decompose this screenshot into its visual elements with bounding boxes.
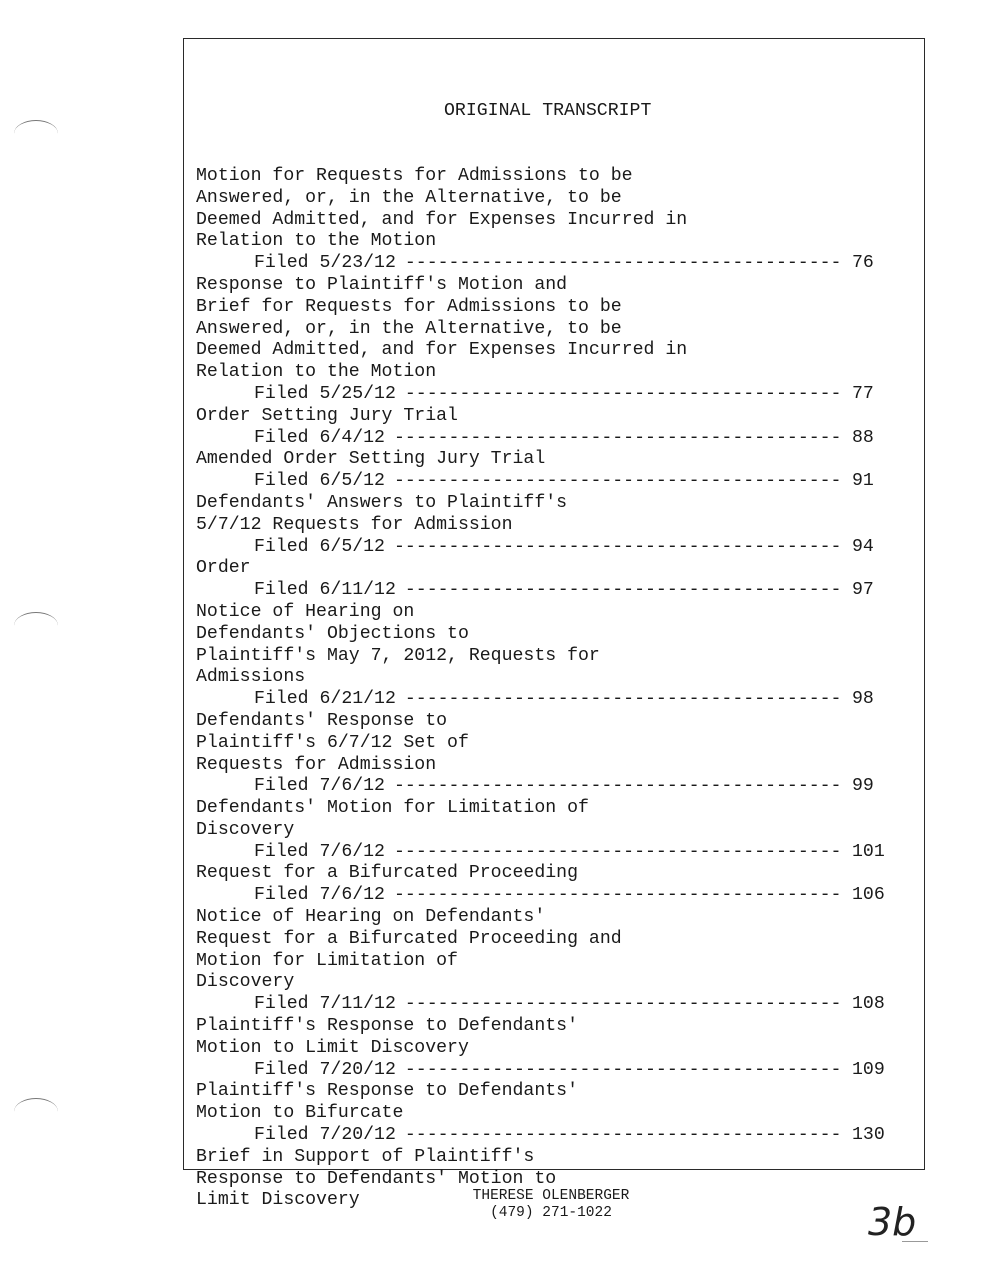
entry-title-line: Discovery [196,819,295,840]
entry-title-line: Motion for Requests for Admissions to be [196,165,633,186]
index-entry [196,558,886,602]
index-entry [196,907,886,1016]
page-number: 88 [852,427,874,448]
filed-date: Filed 7/20/12 [254,1125,396,1146]
entry-title-line: Plaintiff's 6/7/12 Set of [196,732,469,753]
punch-hole-bottom [14,1098,58,1125]
reporter-footer [0,1188,990,1222]
dot-leader [394,537,843,559]
entry-title-line: Plaintiff's Response to Defendants' [196,1016,578,1037]
entry-title-line: Answered, or, in the Alternative, to be [196,318,622,339]
filed-date: Filed 7/6/12 [254,841,385,862]
entry-title-line: Motion to Bifurcate [196,1103,404,1124]
filed-line [196,428,886,450]
entry-title-line: Order [196,558,251,579]
dot-leader [394,428,843,450]
page-number: 130 [852,1125,885,1146]
page-number: 106 [852,885,885,906]
entry-title-line: Request for a Bifurcated Proceeding [196,863,578,884]
entry-title-line: Relation to the Motion [196,231,437,252]
entry-title-line: Response to Defendants' Motion to [196,1168,557,1189]
filed-line [196,885,886,907]
index-entry [196,166,886,275]
entry-title-line: Brief for Requests for Admissions to be [196,296,622,317]
dot-leader [405,384,843,406]
filed-line [196,253,886,275]
dot-leader [405,1125,843,1147]
entry-title-line: Defendants' Objections to [196,623,469,644]
page-number: 99 [852,776,874,797]
index-entry [196,863,886,907]
entry-title-line: Answered, or, in the Alternative, to be [196,187,622,208]
dot-leader [405,994,843,1016]
entry-title-line: Limit Discovery [196,1190,360,1211]
index-entry [196,711,886,798]
page-number: 76 [852,253,874,274]
dot-leader [405,1060,843,1082]
index-entry [196,275,886,406]
filed-date: Filed 5/25/12 [254,383,396,404]
reporter-phone: (479) 271-1022 [490,1205,612,1221]
page-number: 77 [852,383,874,404]
dot-leader [405,580,843,602]
filed-date: Filed 7/6/12 [254,776,385,797]
index-entry [196,602,886,711]
entry-title-line: Notice of Hearing on [196,601,415,622]
entry-title-line: Discovery [196,972,295,993]
filed-line [196,689,886,711]
filed-line [196,842,886,864]
dot-leader [405,253,843,275]
entry-title-line: Response to Plaintiff's Motion and [196,274,568,295]
entry-title-line: Notice of Hearing on Defendants' [196,907,546,928]
entry-title-line: Order Setting Jury Trial [196,405,458,426]
page-number: 101 [852,841,885,862]
filed-line [196,384,886,406]
filed-line [196,580,886,602]
dot-leader [394,842,843,864]
page-number: 108 [852,994,885,1015]
document-title: ORIGINAL TRANSCRIPT [444,100,652,121]
dot-leader [394,471,843,493]
entry-title-line: Defendants' Answers to Plaintiff's [196,492,568,513]
index-entry [196,406,886,450]
page-number: 94 [852,536,874,557]
index-entry [196,493,886,558]
punch-hole-middle [14,612,58,639]
entry-title-line: Defendants' Motion for Limitation of [196,798,589,819]
page-number: 98 [852,689,874,710]
punch-hole-top [14,120,58,147]
entry-title-line: Plaintiff's May 7, 2012, Requests for [196,645,600,666]
entry-title-line: Plaintiff's Response to Defendants' [196,1081,578,1102]
index-entry [196,798,886,863]
entry-title-line: 5/7/12 Requests for Admission [196,514,513,535]
dot-leader [394,885,843,907]
entry-title-line: Relation to the Motion [196,362,437,383]
filed-date: Filed 5/23/12 [254,253,396,274]
filed-line [196,994,886,1016]
index-entry [196,449,886,493]
dot-leader [405,689,843,711]
entry-title-line: Admissions [196,667,306,688]
page-number: 109 [852,1059,885,1080]
filed-line [196,1125,886,1147]
dot-leader [394,776,843,798]
handwritten-page-mark: 3b [868,1200,917,1244]
entry-title-line: Deemed Admitted, and for Expenses Incurred in [196,340,688,361]
entry-title-line: Defendants' Response to [196,710,448,731]
filed-date: Filed 7/20/12 [254,1059,396,1080]
entry-title-line: Motion for Limitation of [196,950,458,971]
filed-date: Filed 6/11/12 [254,580,396,601]
page-number: 97 [852,580,874,601]
entry-title-line: Request for a Bifurcated Proceeding and [196,928,622,949]
filed-line [196,537,886,559]
index-entry [196,1016,886,1081]
filed-date: Filed 6/21/12 [254,689,396,710]
filed-line [196,471,886,493]
entry-title-line: Requests for Admission [196,754,437,775]
entry-title-line: Deemed Admitted, and for Expenses Incurred in [196,209,688,230]
filed-date: Filed 6/5/12 [254,536,385,557]
filed-line [196,776,886,798]
index-entries [196,166,886,1212]
filed-date: Filed 7/6/12 [254,885,385,906]
handwritten-underline [902,1241,928,1242]
index-entry [196,1081,886,1146]
entry-title-line: Amended Order Setting Jury Trial [196,449,546,470]
entry-title-line: Brief in Support of Plaintiff's [196,1146,535,1167]
filed-date: Filed 7/11/12 [254,994,396,1015]
entry-title-line: Motion to Limit Discovery [196,1037,469,1058]
reporter-name: THERESE OLENBERGER [472,1188,630,1204]
filed-date: Filed 6/5/12 [254,471,385,492]
filed-line [196,1060,886,1082]
page-number: 91 [852,471,874,492]
filed-date: Filed 6/4/12 [254,427,385,448]
transcript-index [196,57,886,1234]
